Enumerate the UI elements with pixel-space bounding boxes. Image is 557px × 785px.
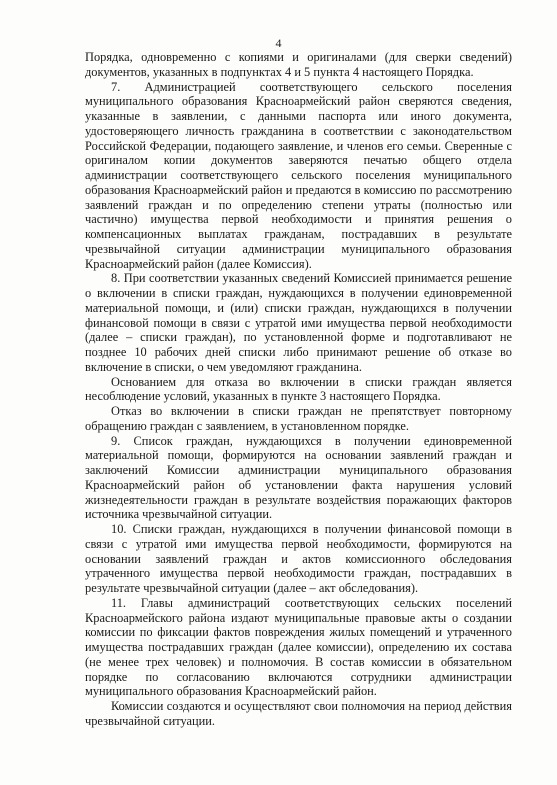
paragraph-commission-period: Комиссии создаются и осуществляют свои полномочия на период действия чрезвычайной ситуации. — [85, 699, 512, 728]
paragraph-item-7: 7. Администрацией соответствующего сельского поселения муниципального образования Красноармейский район сверяются сведения, указанные в заявлении, с данными паспорта или иного документа, удостоверяющего личность гражданина в соответствии с законодательством Российской Федерации, подающего заявление, и членов его семьи. Сверенные с оригиналом копии документов заверяются печатью общего отдела администрации соответствующего сельского поселения муниципального образования Красноармейский район и предаются в комиссию по рассмотрению заявлений граждан и по определению степени утраты (полностью или частично) имущества первой необходимости и принятия решения о компенсационных выплатах гражданам, пострадавших в результате чрезвычайной ситуации администрации муниципального образования Красноармейский район (далее Комиссия). — [85, 79, 512, 271]
paragraph-reapplication: Отказ во включении в списки граждан не препятствует повторному обращению граждан с заявлением, в установленном порядке. — [85, 404, 512, 433]
paragraph-item-8: 8. При соответствии указанных сведений Комиссией принимается решение о включении в списки граждан, нуждающихся в получении единовременной материальной помощи, и (или) списки граждан, нуждающихся в получении финансовой помощи в связи с утратой ими имущества первой необходимости (далее – списки граждан), по установленной форме и подготавливают не позднее 10 рабочих дней списки либо принимают решение об отказе во включение в списки, о чем уведомляют гражданина. — [85, 271, 512, 374]
paragraph-item-10: 10. Списки граждан, нуждающихся в получении финансовой помощи в связи с утратой ими имущества первой необходимости, формируются на основании заявлений граждан и актов комиссионного обследования утраченного имущества первой необходимости граждан, пострадавших в результате чрезвычайной ситуации (далее – акт обследования). — [85, 522, 512, 595]
paragraph-refusal-grounds: Основанием для отказа во включении в списки граждан является несоблюдение условий, указанных в пункте 3 настоящего Порядка. — [85, 374, 512, 404]
paragraph-continuation: Порядка, одновременно с копиями и оригиналами (для сверки сведений) документов, указанных в подпунктах 4 и 5 пункта 4 настоящего Порядка. — [85, 50, 512, 79]
paragraph-item-11: 11. Главы администраций соответствующих сельских поселений Красноармейского района издают муниципальные правовые акты о создании комиссии по фиксации фактов повреждения жилых помещений и утраченного имущества пострадавших граждан (далее комиссии), определению их состава (не менее трех человек) и полномочия. В состав комиссии в обязательном порядке по согласованию включаются сотрудники администрации муниципального образования Красноармейский район. — [85, 595, 512, 699]
document-body — [85, 50, 512, 729]
paragraph-item-9: 9. Список граждан, нуждающихся в получении единовременной материальной помощи, формируются на основании заявлений граждан и заключений Комиссии администрации муниципального образования Красноармейский район об установлении факта нарушения условий жизнедеятельности граждан в результате воздействия поражающих факторов источника чрезвычайной ситуации. — [85, 433, 512, 522]
page-number: 4 — [275, 36, 282, 50]
